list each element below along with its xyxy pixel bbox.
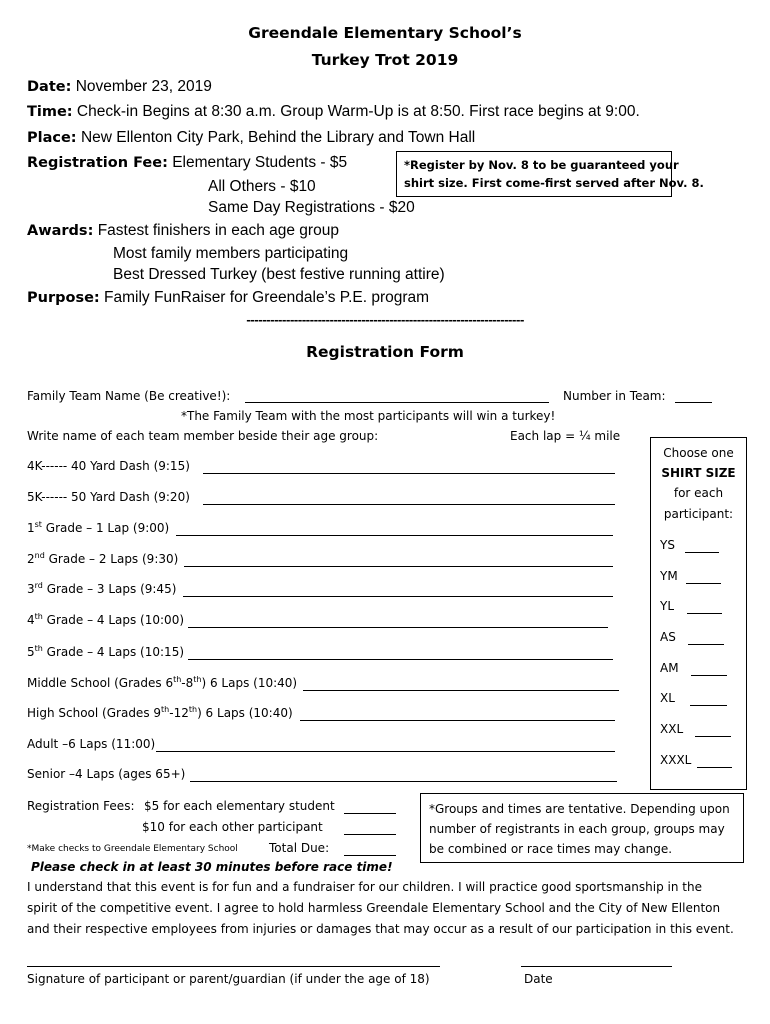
total-due-label: Total Due: xyxy=(269,841,330,855)
fees-other: $10 for each other participant xyxy=(142,820,323,834)
tentative-note-box xyxy=(420,793,744,863)
group-high-school-line[interactable] xyxy=(300,720,615,721)
group-adult: Adult –6 Laps (11:00) xyxy=(27,737,156,751)
group-3rd-grade-line[interactable] xyxy=(183,596,613,597)
total-due-line[interactable] xyxy=(344,855,396,856)
size-am-line[interactable] xyxy=(691,675,727,676)
place-label: Place: xyxy=(27,130,77,146)
awards-row xyxy=(27,222,339,240)
size-ym-label: YM xyxy=(660,569,678,583)
size-as-label: AS xyxy=(660,630,676,644)
shirt-box-line2: SHIRT SIZE xyxy=(661,466,736,480)
group-senior: Senior –4 Laps (ages 65+) xyxy=(27,767,186,781)
fees-elementary-line[interactable] xyxy=(344,813,396,814)
group-5k-line[interactable] xyxy=(203,504,615,505)
size-xxl-line[interactable] xyxy=(695,736,731,737)
instructions: Write name of each team member beside their age group: xyxy=(27,429,379,443)
time-label: Time: xyxy=(27,104,73,120)
place-value: New Ellenton City Park, Behind the Library and Town Hall xyxy=(80,129,476,146)
fees-elementary: $5 for each elementary student xyxy=(144,799,335,813)
group-4th-grade-line[interactable] xyxy=(188,627,608,628)
team-name-line[interactable] xyxy=(245,402,549,403)
date-label: Date: xyxy=(27,79,72,95)
fee-row xyxy=(27,154,347,172)
group-middle-school-line[interactable] xyxy=(303,690,619,691)
tentative-line2: number of registrants in each group, groups may xyxy=(429,822,725,836)
section-divider: ---------------------------------------------------------------------- xyxy=(246,314,524,327)
date-line[interactable] xyxy=(521,966,672,967)
size-xl-label: XL xyxy=(660,691,675,705)
fees-other-line[interactable] xyxy=(344,834,396,835)
size-xxxl-line[interactable] xyxy=(697,767,732,768)
date-row xyxy=(27,78,212,96)
shirt-box-line1: Choose one xyxy=(663,446,734,460)
group-4k-line[interactable] xyxy=(203,473,615,474)
signature-label: Signature of participant or parent/guardian (if under the age of 18) xyxy=(27,972,430,986)
waiver-line1: I understand that this event is for fun and a fundraiser for our children. I will practice good sportsmanship in the xyxy=(27,880,702,894)
purpose-value: Family FunRaiser for Greendale’s P.E. program xyxy=(104,289,430,306)
number-in-team-label: Number in Team: xyxy=(563,389,666,403)
place-row xyxy=(27,129,475,147)
date-value: November 23, 2019 xyxy=(75,78,212,95)
size-xxl-label: XXL xyxy=(660,722,684,736)
group-middle-school: Middle School (Grades 6th-8th) 6 Laps (10:40) xyxy=(27,675,298,690)
group-4th-grade: 4th Grade – 4 Laps (10:00) xyxy=(27,612,185,627)
lap-note: Each lap = ¼ mile xyxy=(510,429,621,443)
size-ys-line[interactable] xyxy=(685,552,719,553)
shirt-deadline-line2: shirt size. First come-first served after Nov. 8. xyxy=(404,176,704,190)
fee-label: Registration Fee: xyxy=(27,155,168,171)
shirt-deadline-note xyxy=(396,151,704,197)
group-2nd-grade: 2nd Grade – 2 Laps (9:30) xyxy=(27,551,179,566)
group-1st-grade: 1st Grade – 1 Lap (9:00) xyxy=(27,520,170,535)
time-value: Check-in Begins at 8:30 a.m. Group Warm-Up is at 8:50. First race begins at 9:00. xyxy=(76,103,640,120)
page-title: Greendale Elementary School’s xyxy=(248,24,522,42)
awards-line2: Most family members participating xyxy=(113,245,349,262)
group-5th-grade-line[interactable] xyxy=(188,659,613,660)
turkey-note: *The Family Team with the most participants will win a turkey! xyxy=(181,409,556,423)
date-label-footer: Date xyxy=(524,972,553,986)
waiver-line2: spirit of the competitive event. I agree to hold harmless Greendale Elementary School and the City of New Ellenton xyxy=(27,901,721,915)
shirt-box-line4: participant: xyxy=(663,507,734,521)
group-5k: 5K------ 50 Yard Dash (9:20) xyxy=(27,490,190,504)
group-3rd-grade: 3rd Grade – 3 Laps (9:45) xyxy=(27,581,177,596)
tentative-line3: be combined or race times may change. xyxy=(429,842,673,856)
awards-line3: Best Dressed Turkey (best festive running attire) xyxy=(113,266,445,283)
size-yl-line[interactable] xyxy=(687,613,722,614)
group-2nd-grade-line[interactable] xyxy=(184,566,613,567)
shirt-deadline-line1: *Register by Nov. 8 to be guaranteed your xyxy=(404,158,679,172)
awards-line1: Fastest finishers in each age group xyxy=(97,222,339,239)
size-ys-label: YS xyxy=(660,538,675,552)
fee-same-day: Same Day Registrations - $20 xyxy=(208,199,415,216)
shirt-box-line3: for each xyxy=(673,486,724,500)
group-1st-grade-line[interactable] xyxy=(176,535,613,536)
size-xl-line[interactable] xyxy=(690,705,727,706)
fee-elementary: Elementary Students - $5 xyxy=(172,154,348,171)
purpose-row xyxy=(27,289,429,307)
size-ym-line[interactable] xyxy=(686,583,721,584)
group-adult-line[interactable] xyxy=(156,751,615,752)
team-name-label: Family Team Name (Be creative!): xyxy=(27,389,231,403)
group-senior-line[interactable] xyxy=(190,781,617,782)
page-subtitle: Turkey Trot 2019 xyxy=(311,51,459,69)
number-in-team-line[interactable] xyxy=(675,402,712,403)
make-checks-note: *Make checks to Greendale Elementary School xyxy=(27,844,238,854)
purpose-label: Purpose: xyxy=(27,290,100,306)
time-row xyxy=(27,103,640,121)
tentative-line1: *Groups and times are tentative. Depending upon xyxy=(429,802,730,816)
size-am-label: AM xyxy=(660,661,679,675)
size-yl-label: YL xyxy=(660,599,675,613)
group-high-school: High School (Grades 9th-12th) 6 Laps (10:40) xyxy=(27,705,293,720)
fee-others: All Others - $10 xyxy=(208,178,316,195)
group-4k: 4K------ 40 Yard Dash (9:15) xyxy=(27,459,190,473)
signature-line[interactable] xyxy=(27,966,440,967)
awards-label: Awards: xyxy=(27,223,94,239)
group-5th-grade: 5th Grade – 4 Laps (10:15) xyxy=(27,644,185,659)
waiver-line3: and their respective employees from injuries or damages that may occur as a result of our participation in this event. xyxy=(27,922,734,936)
fees-label: Registration Fees: xyxy=(27,799,135,813)
size-xxxl-label: XXXL xyxy=(660,753,692,767)
size-as-line[interactable] xyxy=(688,644,724,645)
shirt-size-box xyxy=(650,437,747,790)
form-title: Registration Form xyxy=(306,343,464,361)
checkin-note: Please check in at least 30 minutes before race time! xyxy=(31,860,393,874)
